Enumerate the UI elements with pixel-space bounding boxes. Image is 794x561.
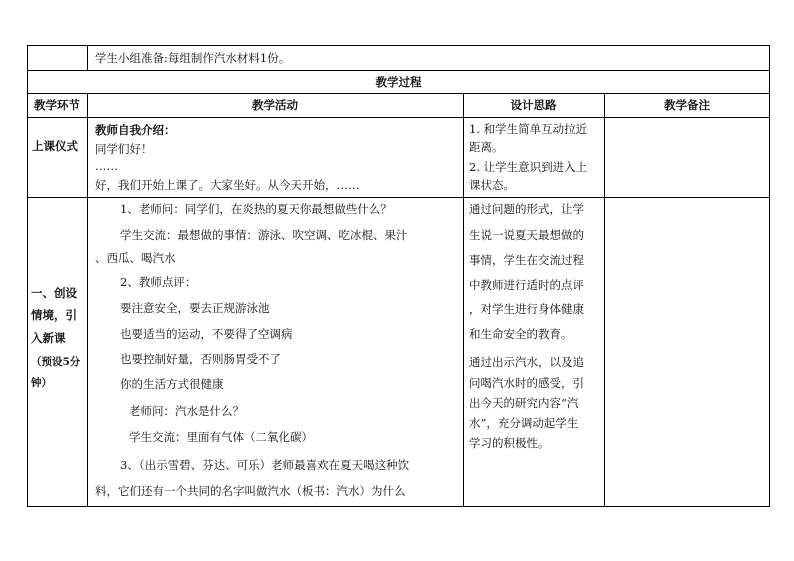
table-border-bottom [27,506,770,507]
row1-activity-line: 同学们好！ [95,142,153,156]
row2-activity-line: 要注意安全，要去正规游泳池 [120,301,270,315]
table-border-top [27,45,770,46]
header-stage: 教学环节 [34,98,80,112]
col-line-2 [463,93,464,507]
materials-prep-text: 学生小组准备:每组制作汽水材料1份。 [95,51,291,65]
col-line-1-top [87,45,88,71]
row2-design-line: 问喝汽水时的感受，引 [469,376,584,390]
table-border-left [27,45,28,507]
row1-activity-line: 好，我们开始上课了。大家坐好。从今天开始，…… [95,178,360,192]
row2-stage-line: 一、创设 [31,286,77,300]
row1-design-line: 距离。 [469,140,504,154]
row1-activity-line: …… [95,159,118,173]
row2-activity-line: 1、老师问：同学们，在炎热的夏天你最想做些什么？ [120,202,392,216]
row2-activity-line: 也要适当的运动，不要得了空调病 [120,327,293,341]
row1-activity-line: 教师自我介绍： [95,123,176,137]
header-design: 设计思路 [510,98,557,112]
col-line-1 [87,93,88,507]
row2-activity-line: 你的生活方式很健康 [120,377,224,391]
row1-design-line: 1. 和学生简单互动拉近 [469,122,588,136]
row2-design-line: 通过出示汽水，以及追 [469,355,584,369]
table-border-right [769,45,770,507]
row-line-1 [27,70,770,71]
row2-design-line: ，对学生进行身体健康 [469,302,584,316]
row2-activity-line: 、西瓜、喝汽水 [95,251,176,265]
row2-design-line: 中教师进行适时的点评 [469,278,584,292]
row2-stage-line: （预设5分 [31,356,81,368]
header-activity: 教学活动 [252,98,298,112]
row2-activity-line: 3、（出示雪碧、芬达、可乐）老师最喜欢在夏天喝这种饮 [120,458,410,472]
row2-stage-line: 钟） [31,377,52,389]
row2-stage-line: 情境，引 [31,308,77,322]
row2-activity-line: 2、教师点评： [120,275,197,289]
section-title: 教学过程 [375,75,422,89]
row2-activity-line: 老师问：汽水是什么？ [129,404,244,418]
row2-activity-line: 学生交流：最想做的事情：游泳、吹空调、吃冰棍、果汁 [120,228,408,242]
col-line-3 [604,93,605,507]
row1-stage: 上课仪式 [32,139,78,153]
row1-design-line: 课状态。 [469,178,515,192]
row-line-3 [27,117,770,118]
row2-design-line: 水”，充分调动起学生 [469,416,579,430]
header-notes: 教学备注 [664,98,710,112]
row2-activity-line: 学生交流：里面有气体（二氧化碳） [129,430,313,444]
row2-activity-line: 料，它们还有一个共同的名字叫做汽水（板书：汽水）为什么 [95,484,406,498]
row1-design-line: 2. 让学生意识到进入上 [469,160,588,174]
row2-activity-line: 也要控制好量，否则肠胃受不了 [120,352,281,366]
row2-design-line: 事情，学生在交流过程 [469,253,584,267]
row-line-2 [27,93,770,94]
row2-design-line: 出今天的研究内容“汽 [469,396,579,410]
row2-design-line: 学习的积极性。 [469,436,550,450]
row2-design-line: 和生命安全的教育。 [469,327,573,341]
row2-design-line: 生说一说夏天最想做的 [469,228,584,242]
row2-design-line: 通过问题的形式，让学 [469,202,584,216]
row-line-4 [27,197,770,198]
row2-stage-line: 入新课 [31,331,66,345]
